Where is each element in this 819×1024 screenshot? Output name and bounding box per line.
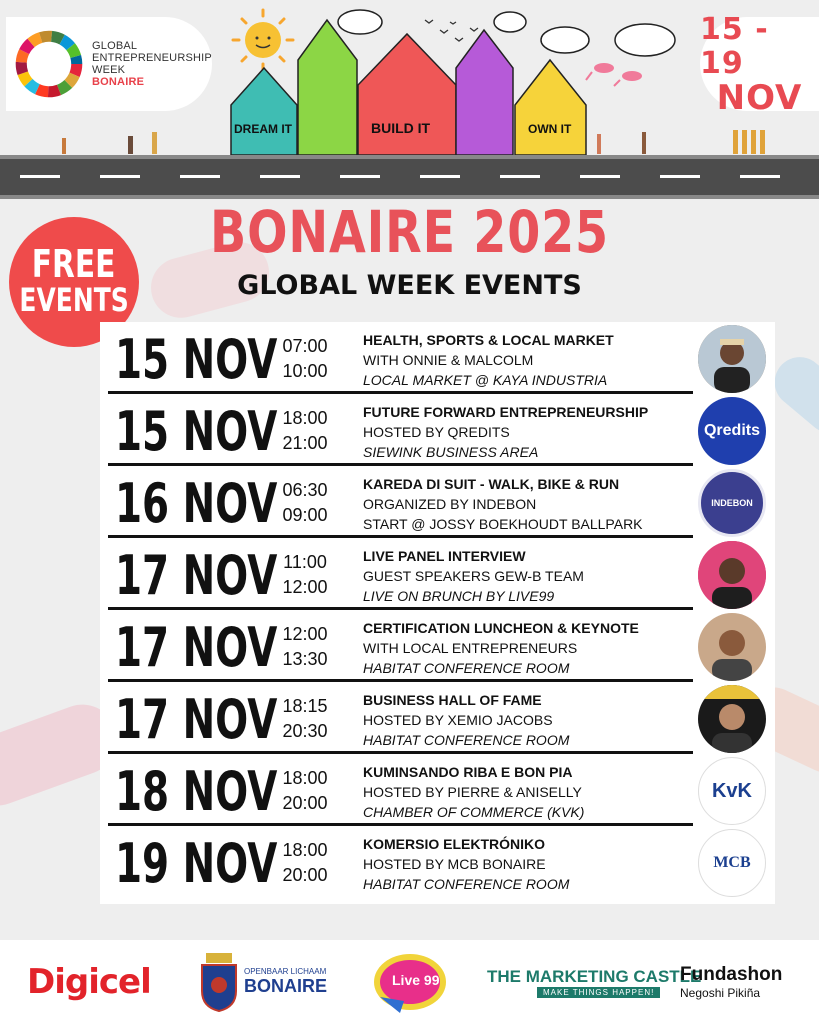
event-row <box>100 538 775 610</box>
event-location: HABITAT CONFERENCE ROOM <box>363 876 570 892</box>
event-start: 18:00 <box>282 768 328 788</box>
sponsor-live99 <box>370 940 450 1024</box>
event-end: 09:00 <box>282 505 328 525</box>
event-title: FUTURE FORWARD ENTREPRENEURSHIP <box>363 404 649 420</box>
sponsor-digicel <box>27 940 151 1024</box>
event-title: KAREDA DI SUIT - WALK, BIKE & RUN <box>363 476 620 492</box>
event-time <box>270 550 340 600</box>
ol-big-text: BONAIRE <box>244 976 328 996</box>
house-label-own: OWN IT <box>528 122 572 136</box>
event-date: 17 NOV <box>115 616 278 679</box>
event-row <box>100 610 775 682</box>
cloud-icon <box>338 10 675 56</box>
gew-logo <box>6 17 212 111</box>
event-time <box>270 694 340 744</box>
event-start: 18:00 <box>282 408 328 428</box>
qredits-logo-text: Qredits <box>703 422 760 439</box>
ol-text <box>244 967 327 997</box>
event-start: 06:30 <box>282 480 328 500</box>
event-title: KUMINSANDO RIBA E BON PIA <box>363 764 573 780</box>
event-info <box>363 762 693 822</box>
event-host: HOSTED BY MCB BONAIRE <box>363 856 546 872</box>
sponsors-bar <box>0 940 819 1024</box>
house-label-dream: DREAM IT <box>234 122 292 136</box>
event-title: HEALTH, SPORTS & LOCAL MARKET <box>363 332 614 348</box>
event-end: 20:00 <box>282 793 328 813</box>
fundashon-logo-text: Fundashon <box>680 964 783 985</box>
event-row <box>100 322 775 394</box>
event-location: CHAMBER OF COMMERCE (KVK) <box>363 804 585 820</box>
kvk-logo-text: KvK <box>711 779 752 802</box>
event-time <box>270 406 340 456</box>
event-date: 19 NOV <box>115 832 278 895</box>
events-schedule <box>100 322 775 904</box>
logo-line-bonaire: BONAIRE <box>92 76 145 88</box>
avatar <box>698 685 766 753</box>
event-host: HOSTED BY PIERRE & ANISELLY <box>363 784 582 800</box>
event-title: KOMERSIO ELEKTRÓNIKO <box>363 836 546 852</box>
event-title: BUSINESS HALL OF FAME <box>363 692 542 708</box>
event-date: 15 NOV <box>115 400 278 463</box>
event-row <box>100 826 775 898</box>
event-time <box>270 766 340 816</box>
event-host: ORGANIZED BY INDEBON <box>363 496 537 512</box>
event-row <box>100 394 775 466</box>
event-end: 21:00 <box>282 433 328 453</box>
live99-logo-text: Live 99 <box>392 972 440 988</box>
badge-line: FREE <box>32 242 116 286</box>
event-date: 17 NOV <box>115 688 278 751</box>
event-date: 17 NOV <box>115 544 278 607</box>
kvk-logo-icon <box>698 757 766 825</box>
avatar <box>698 541 766 609</box>
event-info <box>363 546 693 606</box>
event-time <box>270 838 340 888</box>
event-time <box>270 334 340 384</box>
castle-tagline: MAKE THINGS HAPPEN! <box>537 987 660 998</box>
event-date: 18 NOV <box>115 760 278 823</box>
sponsor-fundashon <box>680 940 782 1024</box>
coat-of-arms-icon <box>198 951 240 1013</box>
event-host: WITH LOCAL ENTREPRENEURS <box>363 640 578 656</box>
house-label-build: BUILD IT <box>371 120 431 136</box>
page-title: BONAIRE 2025 <box>210 198 609 266</box>
birds-icon <box>425 20 478 41</box>
event-info <box>363 618 693 678</box>
event-start: 11:00 <box>283 552 327 572</box>
event-info <box>363 402 693 462</box>
event-info <box>363 690 693 750</box>
event-date: 16 NOV <box>115 472 278 535</box>
event-end: 12:00 <box>282 577 328 597</box>
event-location: HABITAT CONFERENCE ROOM <box>363 660 570 676</box>
ol-small-text: OPENBAAR LICHAAM <box>244 967 327 976</box>
gew-ring-logo-icon <box>12 27 86 101</box>
event-location: HABITAT CONFERENCE ROOM <box>363 732 570 748</box>
event-host: WITH ONNIE & MALCOLM <box>363 352 534 368</box>
castle-logo-text: THE MARKETING CASTLE <box>487 966 702 986</box>
event-row <box>100 466 775 538</box>
event-title: CERTIFICATION LUNCHEON & KEYNOTE <box>363 620 639 636</box>
event-info <box>363 834 693 894</box>
event-row <box>100 682 775 754</box>
avatar <box>698 613 766 681</box>
event-host: GUEST SPEAKERS GEW-B TEAM <box>363 568 584 584</box>
event-location: SIEWINK BUSINESS AREA <box>363 444 539 460</box>
event-start: 18:00 <box>282 840 328 860</box>
flamingo-icon <box>586 63 642 86</box>
fundashon-subtitle: Negoshi Pikiña <box>680 986 761 1000</box>
mcb-logo-icon <box>698 829 766 897</box>
event-start: 07:00 <box>282 336 328 356</box>
indebon-logo-icon <box>698 469 766 537</box>
digicel-logo-text: Digicel <box>27 962 151 1002</box>
event-title: LIVE PANEL INTERVIEW <box>363 548 526 564</box>
date-range-days: 15 - 19 <box>700 12 769 81</box>
date-range-badge <box>700 12 819 118</box>
event-start: 12:00 <box>282 624 328 644</box>
sponsor-marketing-castle <box>487 940 701 1024</box>
logo-text <box>92 40 212 88</box>
event-start: 18:15 <box>282 696 328 716</box>
event-info <box>363 474 693 534</box>
event-location: START @ JOSSY BOEKHOUDT BALLPARK <box>363 516 643 532</box>
event-time <box>270 622 340 672</box>
person-photo-icon <box>698 613 766 681</box>
event-end: 20:00 <box>282 865 328 885</box>
qredits-logo-icon <box>698 397 766 465</box>
event-row <box>100 754 775 826</box>
event-end: 10:00 <box>282 361 328 381</box>
sponsor-openbaar-lichaam <box>198 940 327 1024</box>
person-photo-icon <box>698 541 766 609</box>
event-host: HOSTED BY QREDITS <box>363 424 510 440</box>
badge-line: EVENTS <box>19 281 129 319</box>
event-info <box>363 330 693 390</box>
page-subtitle: GLOBAL WEEK EVENTS <box>237 270 582 301</box>
person-photo-icon <box>698 685 766 753</box>
event-host: HOSTED BY XEMIO JACOBS <box>363 712 553 728</box>
logo-line: ENTREPRENEURSHIP <box>92 52 212 64</box>
event-end: 13:30 <box>282 649 328 669</box>
logo-line: GLOBAL <box>92 40 138 52</box>
event-date: 15 NOV <box>115 328 278 391</box>
date-range-month: NOV <box>716 78 803 118</box>
event-time <box>270 478 340 528</box>
mcb-logo-text: MCB <box>713 854 751 871</box>
event-location: LIVE ON BRUNCH BY LIVE99 <box>363 588 555 604</box>
event-location: LOCAL MARKET @ KAYA INDUSTRIA <box>363 372 608 388</box>
event-end: 20:30 <box>282 721 328 741</box>
person-photo-icon <box>698 325 766 393</box>
indebon-logo-text: INDEBON <box>711 498 753 508</box>
sun-icon <box>233 10 293 70</box>
avatar <box>698 325 766 393</box>
logo-line: WEEK <box>92 64 126 76</box>
